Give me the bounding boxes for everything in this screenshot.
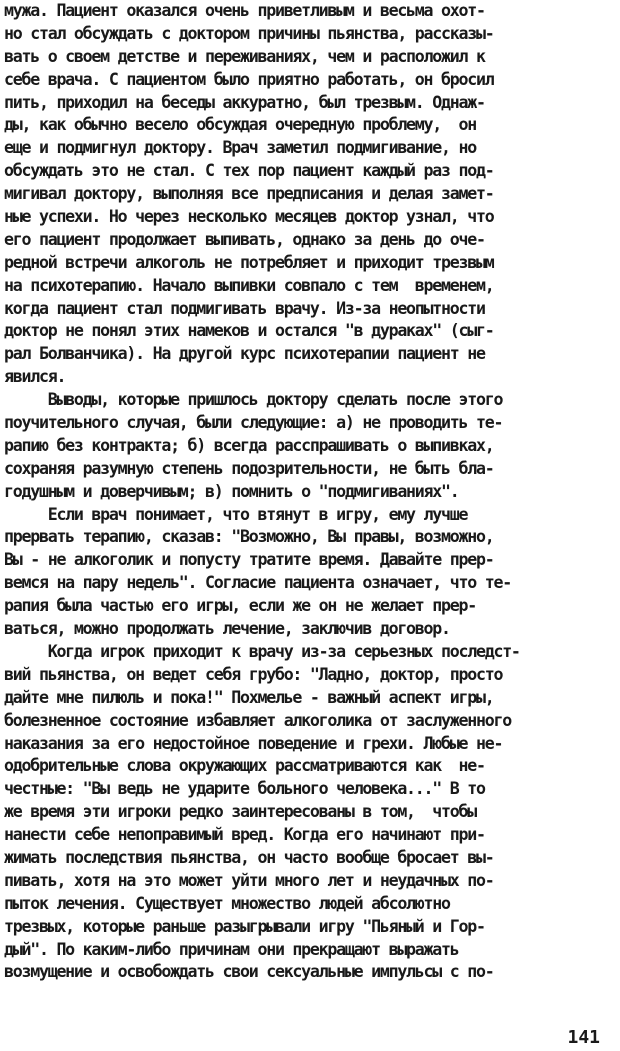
text-line: Если врач понимает, что втянут в игру, ему лучше <box>4 504 468 524</box>
text-line: обсуждать это не стал. С тех пор пациент каждый раз под- <box>4 161 494 181</box>
text-line: честные: "Вы ведь не ударите больного человека..." В то <box>4 779 485 799</box>
text-line: пить, приходил на беседы аккуратно, был трезвым. Однаж- <box>4 92 485 112</box>
text-line: пивать, хотя на это может уйти много лет и неудачных по- <box>4 870 494 890</box>
text-line: мигивал доктору, выполняя все предписания и делая замет- <box>4 184 494 204</box>
text-line: вий пьянства, он ведет себя грубо: "Ладно, доктор, просто <box>4 664 503 684</box>
text-line: вать о своем детстве и переживаниях, чем и расположил к <box>4 46 485 66</box>
text-line: рал Болванчика). На другой курс психотерапии пациент не <box>4 344 485 364</box>
text-line: явился. <box>4 367 66 387</box>
text-line: редной встречи алкоголь не потребляет и приходит трезвым <box>4 252 494 272</box>
text-line: Выводы, которые пришлось доктору сделать после этого <box>4 390 503 410</box>
text-line: на психотерапию. Начало выпивки совпало с тем временем, <box>4 275 494 295</box>
text-line: болезненное состояние избавляет алкоголика от заслуженного <box>4 710 511 730</box>
text-line: нанести себе непоправимый вред. Когда его начинают при- <box>4 825 485 845</box>
text-line: возмущение и освобождать свои сексуальные импульсы с по- <box>4 962 494 982</box>
text-line: сохраняя разумную степень подозрительности, не быть бла- <box>4 458 494 478</box>
text-line: дайте мне пилюль и пока!" Похмелье - важный аспект игры, <box>4 687 494 707</box>
text-line: но стал обсуждать с доктором причины пьянства, рассказы- <box>4 23 494 43</box>
text-line: вемся на пару недель". Согласие пациента означает, что те- <box>4 573 511 593</box>
text-line: годушным и доверчивым; в) помнить о "подмигиваниях". <box>4 481 459 501</box>
text-line: ды, как обычно весело обсуждая очередную проблему, он <box>4 115 476 135</box>
text-line: трезвых, которые раньше разыгрывали игру "Пьяный и Гор- <box>4 916 485 936</box>
text-line: ные успехи. Но через несколько месяцев доктор узнал, что <box>4 207 494 227</box>
text-line: его пациент продолжает выпивать, однако за день до оче- <box>4 229 485 249</box>
page-number: 141 <box>567 1027 600 1048</box>
text-line: жимать последствия пьянства, он часто вообще бросает вы- <box>4 847 494 867</box>
text-line: рапию без контракта; б) всегда расспрашивать о выпивках, <box>4 435 494 455</box>
text-line: же время эти игроки редко заинтересованы в том, чтобы <box>4 802 476 822</box>
text-line: дый". По каким-либо причинам они прекращают выражать <box>4 939 459 959</box>
text-line: поучительного случая, были следующие: а) не проводить те- <box>4 413 503 433</box>
text-line: мужа. Пациент оказался очень приветливым и весьма охот- <box>4 1 485 20</box>
page-body-text <box>4 0 616 984</box>
text-line: рапия была частью его игры, если же он не желает прер- <box>4 596 476 616</box>
text-line: доктор не понял этих намеков и остался "в дураках" (сыг- <box>4 321 494 341</box>
text-line: прервать терапию, сказав: "Возможно, Вы правы, возможно, <box>4 527 494 547</box>
text-line: Вы - не алкоголик и попусту тратите время. Давайте прер- <box>4 550 494 570</box>
text-line: наказания за его недостойное поведение и грехи. Любые не- <box>4 733 503 753</box>
text-line: когда пациент стал подмигивать врачу. Из-за неопытности <box>4 298 485 318</box>
text-line: еще и подмигнул доктору. Врач заметил подмигивание, но <box>4 138 476 158</box>
text-line: себе врача. С пациентом было приятно работать, он бросил <box>4 69 494 89</box>
text-line: одобрительные слова окружающих рассматриваются как не- <box>4 756 485 776</box>
text-line: Когда игрок приходит к врачу из-за серьезных последст- <box>4 641 520 661</box>
text-line: пыток лечения. Существует множество людей абсолютно <box>4 893 450 913</box>
text-line: ваться, можно продолжать лечение, заключив договор. <box>4 619 450 639</box>
